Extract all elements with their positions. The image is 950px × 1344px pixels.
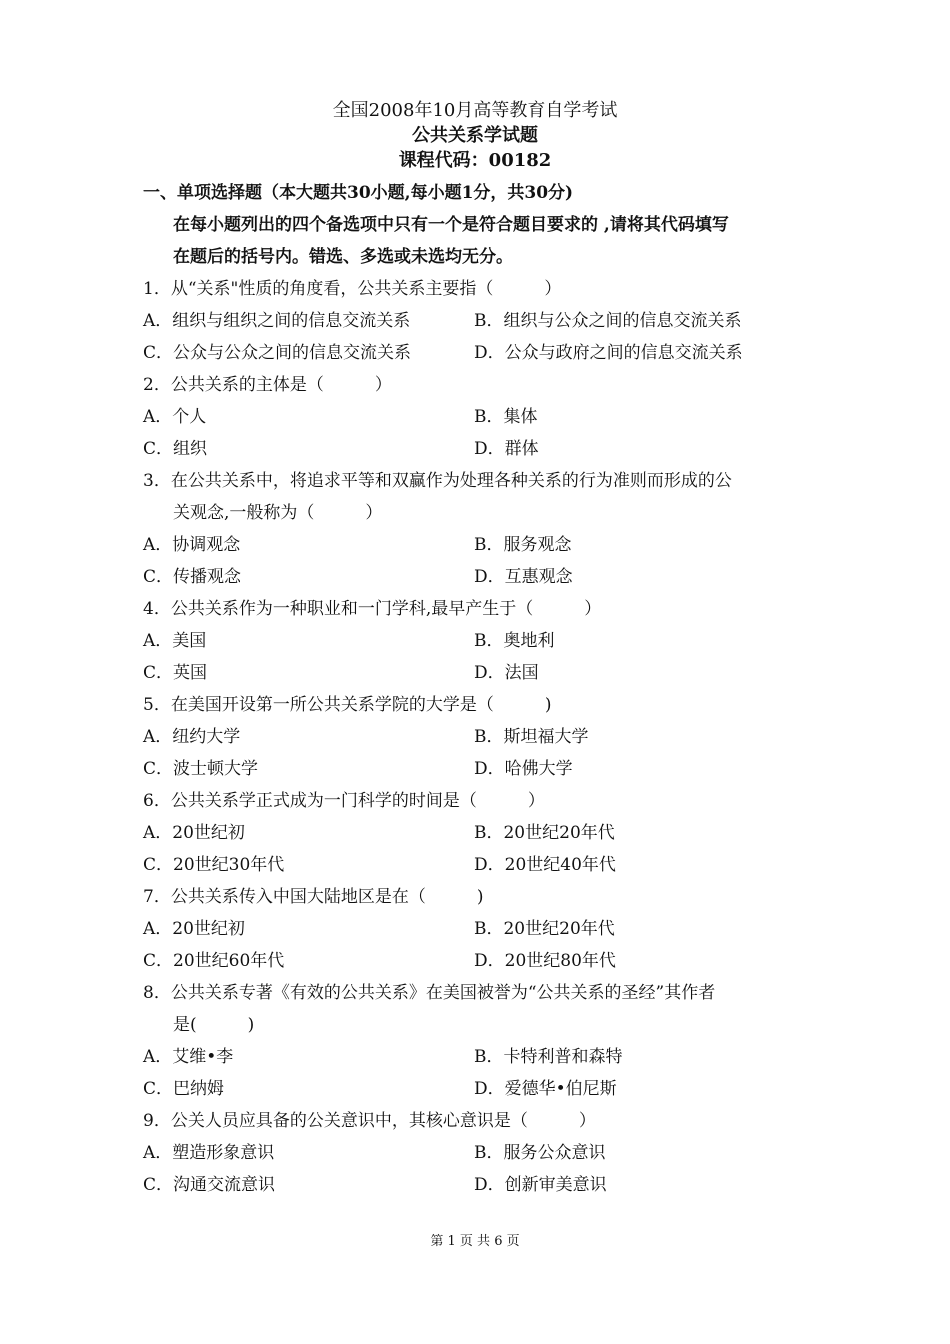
section-instructions-1: 在每小题列出的四个备选项中只有一个是符合题目要求的 ,请将其代码填写 [173, 215, 729, 235]
option-b: B．20世纪20年代 [474, 823, 615, 843]
option-c: C．沟通交流意识 [143, 1175, 276, 1195]
option-a: A．艾维•李 [143, 1047, 234, 1067]
option-a: A．组织与组织之间的信息交流关系 [143, 311, 411, 331]
option-c: C．波士顿大学 [143, 759, 259, 779]
option-d: D．互惠观念 [474, 567, 573, 587]
question-3-continued: 关观念,一般称为（ ） [173, 503, 383, 523]
question-1: 1．从“关系"性质的角度看，公共关系主要指（ ） [143, 279, 562, 299]
option-b: B．服务观念 [474, 535, 572, 555]
question-2: 2．公共关系的主体是（ ） [143, 375, 392, 395]
option-c: C．传播观念 [143, 567, 242, 587]
question-6: 6．公共关系学正式成为一门科学的时间是（ ） [143, 791, 545, 811]
option-d: D．群体 [474, 439, 539, 459]
option-d: D．爱德华•伯尼斯 [474, 1079, 617, 1099]
option-a: A．纽约大学 [143, 727, 241, 747]
option-a: A．20世纪初 [143, 823, 245, 843]
option-d: D．创新审美意识 [474, 1175, 607, 1195]
option-d: D．公众与政府之间的信息交流关系 [474, 343, 743, 363]
exam-title: 全国2008年10月高等教育自学考试 [332, 100, 618, 121]
option-a: A．塑造形象意识 [143, 1143, 275, 1163]
option-b: B．斯坦福大学 [474, 727, 589, 747]
option-d: D．20世纪40年代 [474, 855, 616, 875]
option-c: C．巴纳姆 [143, 1079, 225, 1099]
option-b: B．20世纪20年代 [474, 919, 615, 939]
question-8: 8．公共关系专著《有效的公共关系》在美国被誉为“公共关系的圣经”其作者 [143, 983, 716, 1003]
question-5: 5．在美国开设第一所公共关系学院的大学是（ ) [143, 695, 552, 715]
question-8-continued: 是( ) [173, 1015, 255, 1035]
option-b: B．组织与公众之间的信息交流关系 [474, 311, 742, 331]
option-a: A．个人 [143, 407, 207, 427]
option-b: B．服务公众意识 [474, 1143, 606, 1163]
option-a: A．20世纪初 [143, 919, 245, 939]
option-b: B．卡特利普和森特 [474, 1047, 623, 1067]
question-7: 7．公共关系传入中国大陆地区是在（ ) [143, 887, 484, 907]
option-b: B．集体 [474, 407, 538, 427]
exam-subject: 公共关系学试题 [412, 125, 538, 146]
section-title: 一、单项选择题（本大题共30小题,每小题1分，共30分) [143, 183, 574, 203]
option-b: B．奥地利 [474, 631, 555, 651]
option-c: C．20世纪60年代 [143, 951, 285, 971]
course-code: 课程代码：00182 [398, 150, 552, 171]
page-footer: 第 1 页 共 6 页 [430, 1234, 520, 1249]
section-instructions-2: 在题后的括号内。错选、多选或未选均无分。 [173, 247, 513, 267]
option-a: A．美国 [143, 631, 207, 651]
option-c: C．公众与公众之间的信息交流关系 [143, 343, 412, 363]
option-c: C．20世纪30年代 [143, 855, 285, 875]
option-c: C．组织 [143, 439, 208, 459]
option-a: A．协调观念 [143, 535, 241, 555]
option-d: D．20世纪80年代 [474, 951, 616, 971]
option-d: D．哈佛大学 [474, 759, 573, 779]
option-c: C．英国 [143, 663, 208, 683]
option-d: D．法国 [474, 663, 539, 683]
question-4: 4．公共关系作为一种职业和一门学科,最早产生于（ ） [143, 599, 602, 619]
question-9: 9．公关人员应具备的公关意识中，其核心意识是（ ） [143, 1111, 596, 1131]
question-3: 3．在公共关系中，将追求平等和双赢作为处理各种关系的行为准则而形成的公 [143, 471, 732, 491]
